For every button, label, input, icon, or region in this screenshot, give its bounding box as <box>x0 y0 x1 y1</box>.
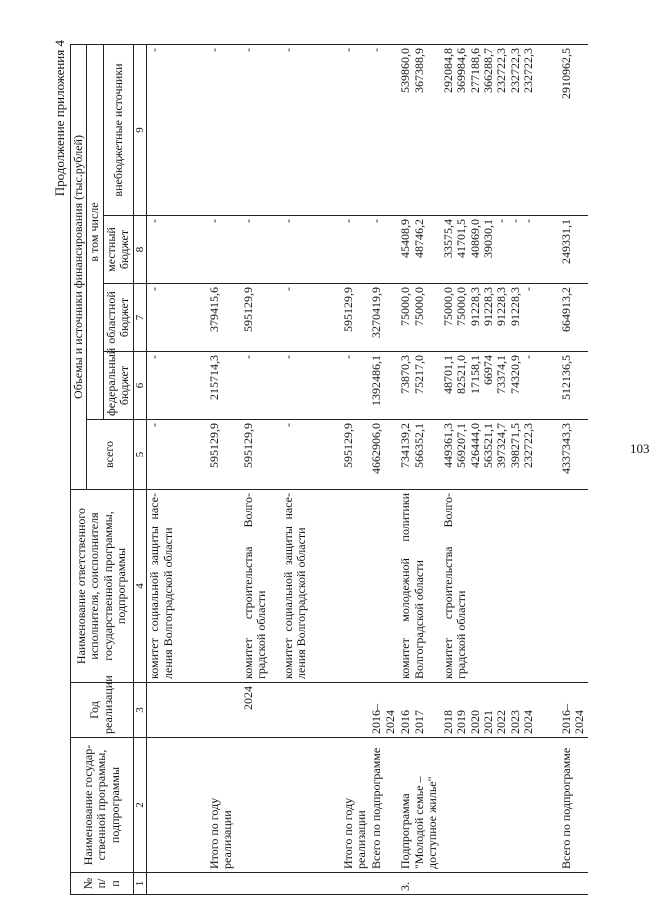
cell-extrabudget: - <box>281 44 341 215</box>
cell-local: - <box>207 216 241 284</box>
column-number: 3 <box>133 683 146 738</box>
table-row <box>398 44 440 894</box>
cell-federal: 215714,3 <box>207 352 241 420</box>
cell-local: - <box>147 216 207 284</box>
cell-year: 2024 <box>241 683 281 738</box>
cell-local: 249331,1 <box>559 216 588 284</box>
cell-executor: комитет молодежной политики Волгоградской области <box>398 490 440 683</box>
continuation-label: Продолжение приложения 4 <box>52 40 67 197</box>
header-local: местный бюджет <box>103 216 133 284</box>
cell-num: 3. <box>398 873 440 895</box>
cell-extrabudget: 2910962,5 <box>559 44 588 215</box>
cell <box>281 683 341 738</box>
header-financing: Объемы и источники финансирования (тыс.рублей) <box>71 44 87 489</box>
cell <box>281 873 341 895</box>
cell-extrabudget: - <box>207 44 241 215</box>
cell-total: 595129,9 <box>241 420 281 490</box>
column-number-row <box>133 44 146 894</box>
cell-federal: - <box>241 352 281 420</box>
cell-extrabudget: - <box>369 44 398 215</box>
cell-total: - <box>281 420 341 490</box>
cell-total: 449361,3 569207,1 426444,0 563521,1 397324,7 398271,5 232722,3 <box>441 420 559 490</box>
cell-program: Всего по подпрограмме <box>559 738 588 873</box>
table-row <box>147 44 207 894</box>
cell-executor: комитет социальной защиты насе-ления Волгоградской области <box>147 490 207 683</box>
column-number: 8 <box>133 216 146 284</box>
cell <box>441 738 559 873</box>
cell-total: 4337343,3 <box>559 420 588 490</box>
cell-executor: комитет социальной защиты насе-ления Волгоградской области <box>281 490 341 683</box>
cell-federal: - <box>281 352 341 420</box>
cell-extrabudget: 539860,0 367388,9 <box>398 44 440 215</box>
cell-regional: 595129,9 <box>241 284 281 352</box>
cell-program: Итого по году реализации <box>341 738 370 873</box>
column-number: 1 <box>133 873 146 895</box>
cell <box>281 738 341 873</box>
cell-program: Всего по подпрограмме <box>369 738 398 873</box>
cell-federal: 512136,5 <box>559 352 588 420</box>
column-number: 5 <box>133 420 146 490</box>
cell <box>369 873 398 895</box>
cell <box>207 683 241 738</box>
cell-program: Подпрограмма "Молодой семье – доступное жилье" <box>398 738 440 873</box>
cell-local: 33575,4 41701,5 40869,0 39030,1 - - - <box>441 216 559 284</box>
cell-total: 734139,2 566352,1 <box>398 420 440 490</box>
header-regional: областной бюджет <box>103 284 133 352</box>
cell <box>441 873 559 895</box>
cell <box>147 738 207 873</box>
column-number: 7 <box>133 284 146 352</box>
header-federal: федеральный бюджет <box>103 352 133 420</box>
cell-total: 4662906,0 <box>369 420 398 490</box>
cell-year: 2018 2019 2020 2021 2022 2023 2024 <box>441 683 559 738</box>
financing-table <box>70 44 588 895</box>
cell <box>559 873 588 895</box>
header-program: Наименование государ-ственной программы, подпрограммы <box>71 738 134 873</box>
cell-federal: - <box>341 352 370 420</box>
table-row <box>281 44 341 894</box>
header-total: всего <box>87 420 133 490</box>
cell-extrabudget: 292084,8 369984,6 277188,6 366288,7 232722,3 232722,3 232722,3 <box>441 44 559 215</box>
cell-regional: - <box>147 284 207 352</box>
cell-extrabudget: - <box>147 44 207 215</box>
cell-federal: 1392486,1 <box>369 352 398 420</box>
cell-federal: - <box>147 352 207 420</box>
cell <box>341 490 370 683</box>
cell-regional: 595129,9 <box>341 284 370 352</box>
cell <box>147 683 207 738</box>
table-row <box>241 44 281 894</box>
cell-regional: - <box>281 284 341 352</box>
column-number: 6 <box>133 352 146 420</box>
cell-total: 595129,9 <box>207 420 241 490</box>
cell-regional: 664913,2 <box>559 284 588 352</box>
header-year: Год реализации <box>71 683 134 738</box>
cell-year: 2016–2024 <box>559 683 588 738</box>
cell <box>559 490 588 683</box>
header-incl: в том числе <box>87 44 103 419</box>
cell <box>147 873 207 895</box>
cell <box>341 873 370 895</box>
table-row <box>207 44 241 894</box>
column-number: 4 <box>133 490 146 683</box>
cell-local: 45408,9 48746,2 <box>398 216 440 284</box>
cell-regional: 75000,0 75000,0 <box>398 284 440 352</box>
cell <box>369 490 398 683</box>
cell-regional: 3270419,9 <box>369 284 398 352</box>
cell <box>241 873 281 895</box>
column-number: 9 <box>133 44 146 215</box>
header-row <box>71 44 87 894</box>
cell-total: - <box>147 420 207 490</box>
column-number: 2 <box>133 738 146 873</box>
header-extrabudget: внебюджетные источники <box>103 44 133 215</box>
cell-executor: комитет строительства Волго-градской области <box>441 490 559 683</box>
table-row <box>341 44 370 894</box>
page-number: 103 <box>630 441 650 456</box>
rotated-page-content <box>45 35 605 905</box>
cell-local: - <box>281 216 341 284</box>
cell-federal: 73870,3 75217,0 <box>398 352 440 420</box>
cell-year: 2016 2017 <box>398 683 440 738</box>
cell <box>341 683 370 738</box>
cell-local: - <box>369 216 398 284</box>
cell-executor: комитет строительства Волго-градской области <box>241 490 281 683</box>
header-num: № п/п <box>71 873 134 895</box>
cell-regional: 379415,6 <box>207 284 241 352</box>
cell <box>207 490 241 683</box>
cell-regional: 75000,0 75000,0 91228,3 91228,3 91228,3 91228,3 - <box>441 284 559 352</box>
table-row <box>369 44 398 894</box>
cell <box>207 873 241 895</box>
header-executor: Наименование ответственного исполнителя, соисполнителя государственной программы, подпрограммы <box>71 490 134 683</box>
cell-local: - <box>241 216 281 284</box>
cell-total: 595129,9 <box>341 420 370 490</box>
table-row <box>441 44 559 894</box>
cell-extrabudget: - <box>241 44 281 215</box>
cell-year: 2016–2024 <box>369 683 398 738</box>
table-row <box>559 44 588 894</box>
cell-program: Итого по году реализации <box>207 738 241 873</box>
cell-local: - <box>341 216 370 284</box>
cell-extrabudget: - <box>341 44 370 215</box>
cell <box>241 738 281 873</box>
cell-federal: 48701,1 82521,0 17158,1 66974 73374,1 74320,9 - <box>441 352 559 420</box>
